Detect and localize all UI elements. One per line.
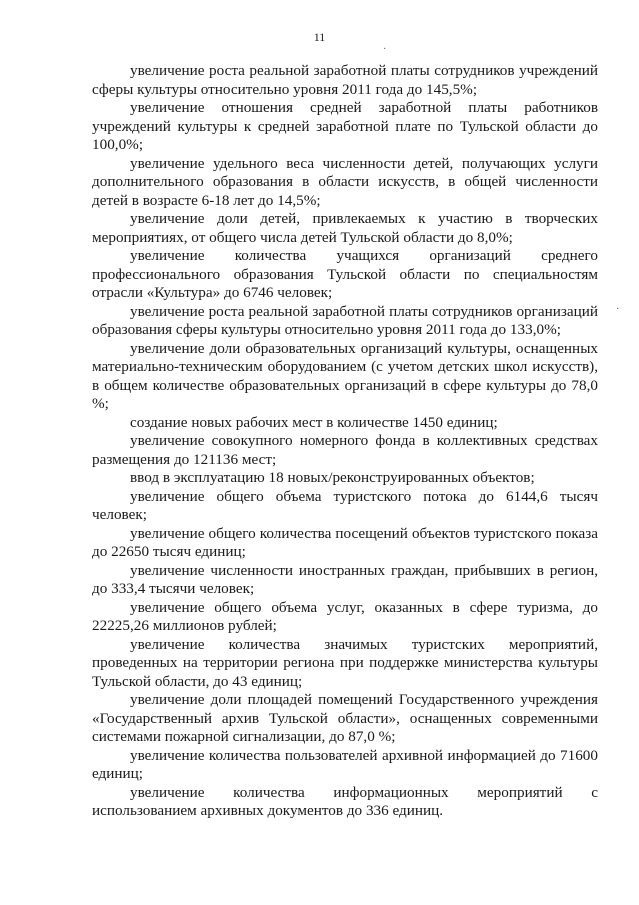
scan-mark: · <box>383 44 387 55</box>
paragraph: увеличение численности иностранных граждан, прибывших в регион, до 333,4 тысячи человек; <box>92 561 598 597</box>
paragraph: увеличение количества пользователей архивной информацией до 71600 единиц; <box>92 746 598 782</box>
paragraph: увеличение удельного веса численности детей, получающих услуги дополнительного образования в области искусств, в общей численности детей в возрасте 6-18 лет до 14,5%; <box>92 154 598 209</box>
paragraph: создание новых рабочих мест в количестве 1450 единиц; <box>130 413 498 431</box>
paragraph: увеличение общего объема туристского потока до 6144,6 тысяч человек; <box>92 487 598 523</box>
paragraph: увеличение общего количества посещений объектов туристского показа до 22650 тысяч единиц; <box>92 524 598 560</box>
paragraph: увеличение совокупного номерного фонда в коллективных средствах размещения до 121136 мест; <box>92 432 598 468</box>
paragraph: увеличение роста реальной заработной платы сотрудников организаций образования сферы культуры относительно уровня 2011 года до 133,0%; <box>92 302 598 338</box>
paragraph: ввод в эксплуатацию 18 новых/реконструированных объектов; <box>130 469 535 486</box>
paragraph: увеличение количества значимых туристских мероприятий, проведенных на территории региона при поддержке министерства культуры Тульской области, до 43 единиц; <box>92 635 598 690</box>
paragraph: увеличение доли площадей помещений Государственного учреждения «Государственный архив Тульской области», оснащенных современными системами пожарной сигнализации, до 87,0 %; <box>92 691 598 745</box>
paragraph: увеличение доли детей, привлекаемых к участию в творческих мероприятиях, от общего числа детей Тульской области до 8,0%; <box>92 210 598 246</box>
paragraph: увеличение роста реальной заработной платы сотрудников учреждений сферы культуры относительно уровня 2011 года до 145,5%; <box>92 62 598 98</box>
paragraph: увеличение общего объема услуг, оказанных в сфере туризма, до 22225,26 миллионов рублей; <box>92 598 598 634</box>
paragraph: увеличение количества учащихся организаций среднего профессионального образования Тульской области по специальностям отрасли «Культура» до 6746 человек; <box>92 247 598 301</box>
paragraph: увеличение количества информационных мероприятий с использованием архивных документов до 336 единиц. <box>92 783 598 819</box>
page-number: 11 <box>313 30 326 44</box>
main-text <box>92 62 598 821</box>
paragraph: увеличение отношения средней заработной платы работников учреждений культуры к средней заработной плате по Тульской области до 100,0%; <box>92 99 598 153</box>
scan-mark: · <box>616 304 620 315</box>
paragraph: увеличение доли образовательных организаций культуры, оснащенных материально-техническим оборудованием (с учетом детских школ искусств), в общем количестве образовательных организаций в сфере культуры до 78,0 %; <box>92 339 598 412</box>
